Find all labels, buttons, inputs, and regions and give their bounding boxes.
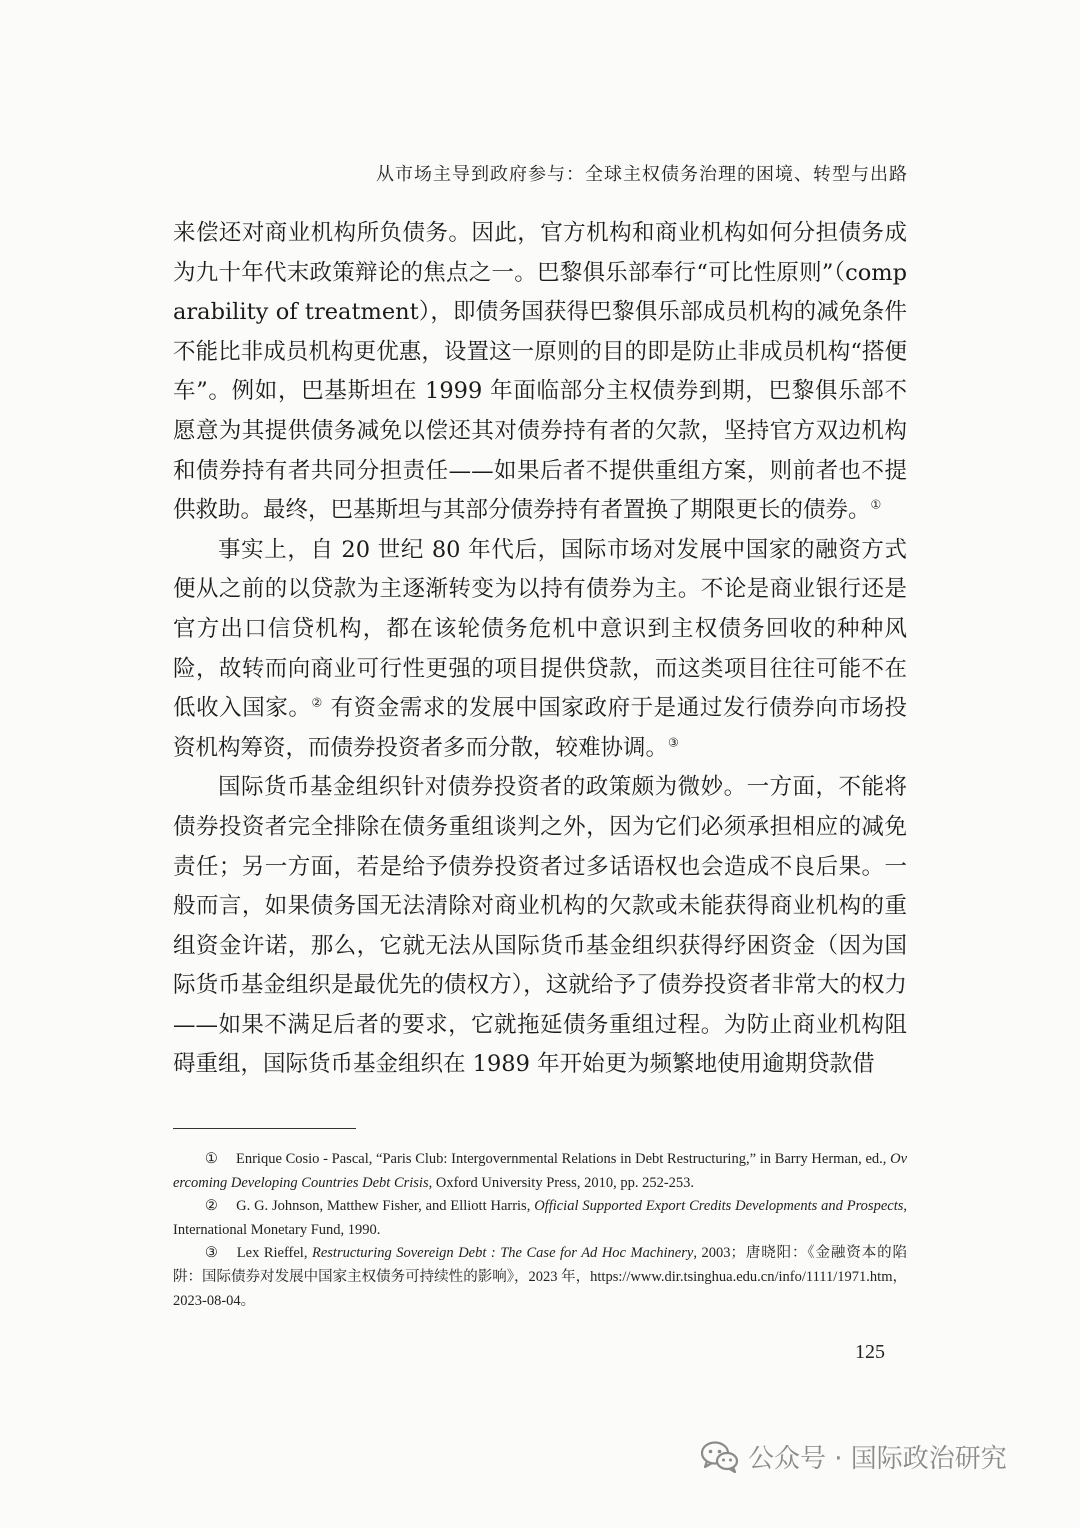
watermark xyxy=(700,1438,1007,1475)
paragraph-1 xyxy=(173,214,907,531)
paragraph-2-text-a: 事实上，自 20 世纪 80 年代后，国际市场对发展中国家的融资方式便从之前的以贷款为主逐渐转变为以持有债券为主。不论是商业银行还是官方出口信贷机构，都在该轮债务危机中意识到主权债务回收的种种风险，故转而向商业可行性更强的项目提供贷款，而这类项目往往可能不在低收入国家。 xyxy=(173,536,907,722)
body-text xyxy=(173,214,907,1085)
paragraph-3 xyxy=(173,768,907,1085)
footnotes xyxy=(173,1148,907,1313)
footnote-text: Enrique Cosio - Pascal, “Paris Club: Intergovernmental Relations in Debt Restructuring,” in Barry Herman, ed., xyxy=(235,1151,891,1167)
footnote-mark: ① xyxy=(204,1151,218,1167)
paragraph-3-text: 国际货币基金组织针对债券投资者的政策颇为微妙。一方面，不能将债券投资者完全排除在债务重组谈判之外，因为它们必须承担相应的减免责任；另一方面，若是给予债券投资者过多话语权也会造成不良后果。一般而言，如果债务国无法清除对商业机构的欠款或未能获得商业机构的重组资金许诺，那么，它就无法从国际货币基金组织获得纾困资金（因为国际货币基金组织是最优先的债权方），这就给予了债券投资者非常大的权力——如果不满足后者的要求，它就拖延债务重组过程。为防止商业机构阻碍重组，国际货币基金组织在 1989 年开始更为频繁地使用逾期贷款借 xyxy=(173,774,907,1078)
footnote-text: , Oxford University Press, 2010, pp. 252-253. xyxy=(428,1174,695,1191)
footnote-ref-2[interactable]: ② xyxy=(311,695,323,710)
footnote-title: Official Supported Export Credits Developments and Prospects xyxy=(534,1198,904,1215)
footnote-text: , 2003；唐晓阳：《金融资本的陷阱：国际债券对发展中国家主权债务可持续性的影响》，2023 年，https://www.dir.tsinghua.edu.cn/info/1111/1971.htm，2023-08-04。 xyxy=(173,1245,907,1309)
footnote-1 xyxy=(173,1148,907,1195)
wechat-icon xyxy=(700,1440,740,1474)
footnote-2 xyxy=(173,1195,907,1242)
footnote-title: Restructuring Sovereign Debt : The Case for Ad Hoc Machinery xyxy=(311,1245,694,1262)
footnote-title: Overcoming Developing Countries Debt Crisis xyxy=(173,1151,908,1191)
footnote-text: , International Monetary Fund, 1990. xyxy=(173,1198,907,1238)
footnote-text: Lex Rieffel, xyxy=(236,1245,312,1262)
footnote-text: G. G. Johnson, Matthew Fisher, and Elliott Harris, xyxy=(236,1198,535,1215)
footnote-mark: ② xyxy=(204,1198,219,1215)
footnote-ref-1[interactable]: ① xyxy=(870,497,882,512)
watermark-text: 公众号 · 国际政治研究 xyxy=(748,1444,1007,1474)
footnote-divider xyxy=(173,1128,356,1129)
paragraph-2 xyxy=(173,531,907,769)
page-number: 125 xyxy=(855,1341,885,1363)
running-head: 从市场主导到政府参与：全球主权债务治理的困境、转型与出路 xyxy=(376,164,908,185)
paragraph-1-text: 来偿还对商业机构所负债务。因此，官方机构和商业机构如何分担债务成为九十年代末政策辩论的焦点之一。巴黎俱乐部奉行“可比性原则”（comparability of treatment），即债务国获得巴黎俱乐部成员机构的减免条件不能比非成员机构更优惠，设置这一原则的目的即是防止非成员机构“搭便车”。例如，巴基斯坦在 1999 年面临部分主权债券到期，巴黎俱乐部不愿意为其提供债务减免以偿还其对债券持有者的欠款，坚持官方双边机构和债券持有者共同分担责任——如果后者不提供重组方案，则前者也不提供救助。最终，巴基斯坦与其部分债券持有者置换了期限更长的债券。 xyxy=(173,220,907,524)
footnote-ref-3[interactable]: ③ xyxy=(668,735,679,750)
paragraph-2-text-b: 有资金需求的发展中国家政府于是通过发行债券向市场投资机构筹资，而债券投资者多而分散，较难协调。 xyxy=(173,695,907,761)
footnote-3 xyxy=(173,1242,907,1313)
footnote-mark: ③ xyxy=(204,1245,219,1262)
